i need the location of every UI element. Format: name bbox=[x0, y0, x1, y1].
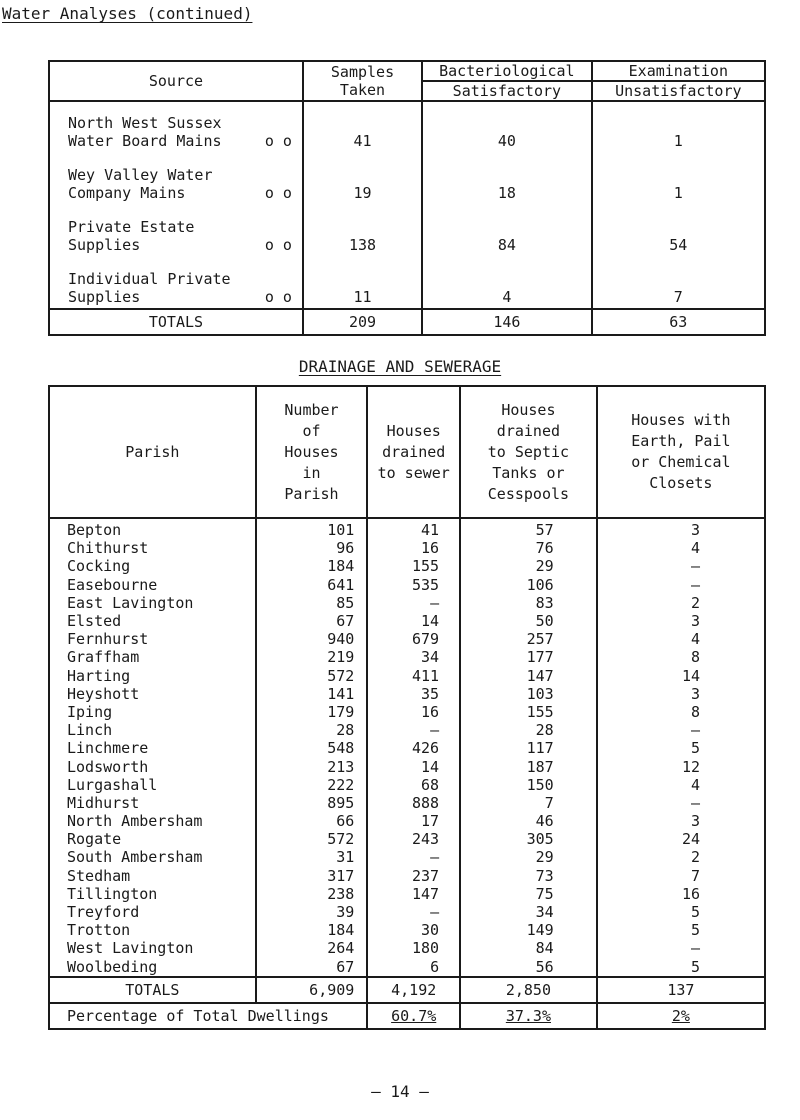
sewer-count: 147 bbox=[367, 885, 460, 903]
table-row bbox=[49, 830, 765, 848]
parish-name: Bepton bbox=[49, 518, 256, 539]
samples-taken: 41 bbox=[303, 101, 422, 152]
header-number-of-houses: Number of Houses in Parish bbox=[256, 386, 368, 518]
table-row bbox=[49, 921, 765, 939]
houses-count: 238 bbox=[256, 885, 368, 903]
table-row bbox=[49, 204, 765, 256]
parish-name: Trotton bbox=[49, 921, 256, 939]
header-unsatisfactory: Unsatisfactory bbox=[592, 81, 765, 101]
houses-count: 85 bbox=[256, 594, 368, 612]
closets-count: 5 bbox=[597, 958, 765, 977]
table-row bbox=[49, 867, 765, 885]
table-row bbox=[49, 256, 765, 309]
septic-count: 103 bbox=[460, 685, 597, 703]
percentage-closets: 2% bbox=[597, 1003, 765, 1029]
source-name: Individual Private Supplies o o bbox=[49, 256, 303, 309]
septic-count: 150 bbox=[460, 776, 597, 794]
parish-name: Lurgashall bbox=[49, 776, 256, 794]
sewer-count: 679 bbox=[367, 630, 460, 648]
houses-count: 572 bbox=[256, 667, 368, 685]
houses-count: 548 bbox=[256, 739, 368, 757]
sewer-count: 243 bbox=[367, 830, 460, 848]
closets-count: 5 bbox=[597, 921, 765, 939]
closets-count: 24 bbox=[597, 830, 765, 848]
drainage-title: DRAINAGE AND SEWERAGE bbox=[298, 357, 502, 376]
closets-count: 3 bbox=[597, 518, 765, 539]
table-row bbox=[49, 612, 765, 630]
closets-count: 5 bbox=[597, 903, 765, 921]
totals-septic: 2,850 bbox=[460, 977, 597, 1003]
septic-count: 57 bbox=[460, 518, 597, 539]
septic-count: 187 bbox=[460, 757, 597, 775]
sewer-count: 16 bbox=[367, 539, 460, 557]
parish-name: Treyford bbox=[49, 903, 256, 921]
percentage-septic: 37.3% bbox=[460, 1003, 597, 1029]
totals-houses: 6,909 bbox=[256, 977, 368, 1003]
closets-count: 3 bbox=[597, 612, 765, 630]
closets-count: — bbox=[597, 721, 765, 739]
header-parish: Parish bbox=[49, 386, 256, 518]
closets-count: — bbox=[597, 557, 765, 575]
totals-closets: 137 bbox=[597, 977, 765, 1003]
totals-satisfactory: 146 bbox=[422, 309, 592, 335]
parish-name: Linch bbox=[49, 721, 256, 739]
parish-name: Woolbeding bbox=[49, 958, 256, 977]
septic-count: 147 bbox=[460, 667, 597, 685]
houses-count: 184 bbox=[256, 557, 368, 575]
water-totals-row bbox=[49, 309, 765, 335]
septic-count: 46 bbox=[460, 812, 597, 830]
houses-count: 940 bbox=[256, 630, 368, 648]
septic-count: 177 bbox=[460, 648, 597, 666]
parish-name: West Lavington bbox=[49, 939, 256, 957]
parish-name: Fernhurst bbox=[49, 630, 256, 648]
water-analyses-table bbox=[48, 60, 766, 336]
houses-count: 101 bbox=[256, 518, 368, 539]
sewer-count: 41 bbox=[367, 518, 460, 539]
sewer-count: 535 bbox=[367, 576, 460, 594]
parish-name: Easebourne bbox=[49, 576, 256, 594]
sewer-count: — bbox=[367, 848, 460, 866]
header-examination: Examination bbox=[592, 61, 765, 81]
sewer-count: 888 bbox=[367, 794, 460, 812]
septic-count: 149 bbox=[460, 921, 597, 939]
septic-count: 34 bbox=[460, 903, 597, 921]
septic-count: 50 bbox=[460, 612, 597, 630]
houses-count: 213 bbox=[256, 757, 368, 775]
header-bacteriological: Bacteriological bbox=[422, 61, 592, 81]
sewer-count: 30 bbox=[367, 921, 460, 939]
closets-count: 2 bbox=[597, 594, 765, 612]
parish-name: Lodsworth bbox=[49, 757, 256, 775]
septic-count: 83 bbox=[460, 594, 597, 612]
sewer-count: 16 bbox=[367, 703, 460, 721]
table-row bbox=[49, 648, 765, 666]
septic-count: 29 bbox=[460, 848, 597, 866]
totals-samples: 209 bbox=[303, 309, 422, 335]
table-row bbox=[49, 667, 765, 685]
septic-count: 117 bbox=[460, 739, 597, 757]
sewer-count: 411 bbox=[367, 667, 460, 685]
houses-count: 184 bbox=[256, 921, 368, 939]
header-source: Source bbox=[49, 61, 303, 101]
table-row bbox=[49, 518, 765, 539]
table-row bbox=[49, 594, 765, 612]
header-satisfactory: Satisfactory bbox=[422, 81, 592, 101]
table-row bbox=[49, 848, 765, 866]
closets-count: 12 bbox=[597, 757, 765, 775]
totals-unsatisfactory: 63 bbox=[592, 309, 765, 335]
sewer-count: — bbox=[367, 903, 460, 921]
septic-count: 73 bbox=[460, 867, 597, 885]
closets-count: 8 bbox=[597, 703, 765, 721]
septic-count: 155 bbox=[460, 703, 597, 721]
sewer-count: 35 bbox=[367, 685, 460, 703]
sewer-count: 237 bbox=[367, 867, 460, 885]
houses-count: 67 bbox=[256, 612, 368, 630]
sewer-count: 155 bbox=[367, 557, 460, 575]
satisfactory-count: 40 bbox=[422, 101, 592, 152]
parish-name: Linchmere bbox=[49, 739, 256, 757]
houses-count: 641 bbox=[256, 576, 368, 594]
table-row bbox=[49, 703, 765, 721]
totals-label: TOTALS bbox=[49, 977, 256, 1003]
source-name: Private Estate Supplies o o bbox=[49, 204, 303, 256]
houses-count: 264 bbox=[256, 939, 368, 957]
parish-name: Heyshott bbox=[49, 685, 256, 703]
houses-count: 572 bbox=[256, 830, 368, 848]
table-row bbox=[49, 794, 765, 812]
houses-count: 28 bbox=[256, 721, 368, 739]
table-row bbox=[49, 812, 765, 830]
septic-count: 75 bbox=[460, 885, 597, 903]
unsatisfactory-count: 1 bbox=[592, 152, 765, 204]
closets-count: — bbox=[597, 794, 765, 812]
drainage-totals-row bbox=[49, 977, 765, 1003]
closets-count: 8 bbox=[597, 648, 765, 666]
houses-count: 219 bbox=[256, 648, 368, 666]
sewer-count: 14 bbox=[367, 612, 460, 630]
satisfactory-count: 4 bbox=[422, 256, 592, 309]
parish-name: Elsted bbox=[49, 612, 256, 630]
table-row bbox=[49, 152, 765, 204]
sewer-count: — bbox=[367, 721, 460, 739]
table-row bbox=[49, 721, 765, 739]
houses-count: 141 bbox=[256, 685, 368, 703]
source-name: Wey Valley Water Company Mains o o bbox=[49, 152, 303, 204]
sewer-count: 14 bbox=[367, 757, 460, 775]
closets-count: 14 bbox=[597, 667, 765, 685]
sewer-count: 17 bbox=[367, 812, 460, 830]
closets-count: 16 bbox=[597, 885, 765, 903]
parish-name: South Ambersham bbox=[49, 848, 256, 866]
drainage-sewerage-table bbox=[48, 385, 766, 1030]
parish-name: Stedham bbox=[49, 867, 256, 885]
header-septic-tanks: Houses drained to Septic Tanks or Cesspools bbox=[460, 386, 597, 518]
closets-count: 2 bbox=[597, 848, 765, 866]
sewer-count: 34 bbox=[367, 648, 460, 666]
table-row bbox=[49, 557, 765, 575]
unsatisfactory-count: 1 bbox=[592, 101, 765, 152]
closets-count: 5 bbox=[597, 739, 765, 757]
septic-count: 28 bbox=[460, 721, 597, 739]
parish-name: Cocking bbox=[49, 557, 256, 575]
table-row bbox=[49, 903, 765, 921]
parish-name: East Lavington bbox=[49, 594, 256, 612]
table-row bbox=[49, 685, 765, 703]
parish-name: Midhurst bbox=[49, 794, 256, 812]
unsatisfactory-count: 54 bbox=[592, 204, 765, 256]
table-row bbox=[49, 757, 765, 775]
houses-count: 39 bbox=[256, 903, 368, 921]
houses-count: 66 bbox=[256, 812, 368, 830]
table-row bbox=[49, 101, 765, 152]
totals-label: TOTALS bbox=[49, 309, 303, 335]
septic-count: 84 bbox=[460, 939, 597, 957]
table-row bbox=[49, 958, 765, 977]
houses-count: 222 bbox=[256, 776, 368, 794]
septic-count: 257 bbox=[460, 630, 597, 648]
samples-taken: 138 bbox=[303, 204, 422, 256]
percentage-label: Percentage of Total Dwellings bbox=[49, 1003, 367, 1029]
sewer-count: 6 bbox=[367, 958, 460, 977]
sewer-count: 426 bbox=[367, 739, 460, 757]
parish-name: Harting bbox=[49, 667, 256, 685]
sewer-count: 180 bbox=[367, 939, 460, 957]
septic-count: 305 bbox=[460, 830, 597, 848]
closets-count: 3 bbox=[597, 812, 765, 830]
parish-name: Graffham bbox=[49, 648, 256, 666]
septic-count: 29 bbox=[460, 557, 597, 575]
table-row bbox=[49, 630, 765, 648]
header-drained-to-sewer: Houses drained to sewer bbox=[367, 386, 460, 518]
closets-count: 7 bbox=[597, 867, 765, 885]
header-samples-taken: Samples Taken bbox=[303, 61, 422, 101]
table-row bbox=[49, 739, 765, 757]
unsatisfactory-count: 7 bbox=[592, 256, 765, 309]
septic-count: 7 bbox=[460, 794, 597, 812]
percentage-row bbox=[49, 1003, 765, 1029]
samples-taken: 11 bbox=[303, 256, 422, 309]
houses-count: 895 bbox=[256, 794, 368, 812]
header-earth-pail-closets: Houses with Earth, Pail or Chemical Closets bbox=[597, 386, 765, 518]
houses-count: 67 bbox=[256, 958, 368, 977]
table-row bbox=[49, 576, 765, 594]
satisfactory-count: 18 bbox=[422, 152, 592, 204]
septic-count: 56 bbox=[460, 958, 597, 977]
sewer-count: 68 bbox=[367, 776, 460, 794]
closets-count: — bbox=[597, 576, 765, 594]
houses-count: 31 bbox=[256, 848, 368, 866]
closets-count: — bbox=[597, 939, 765, 957]
page-title: Water Analyses (continued) bbox=[2, 4, 253, 23]
septic-count: 76 bbox=[460, 539, 597, 557]
table-row bbox=[49, 939, 765, 957]
closets-count: 4 bbox=[597, 539, 765, 557]
closets-count: 4 bbox=[597, 630, 765, 648]
sewer-count: — bbox=[367, 594, 460, 612]
closets-count: 3 bbox=[597, 685, 765, 703]
parish-name: Iping bbox=[49, 703, 256, 721]
houses-count: 179 bbox=[256, 703, 368, 721]
closets-count: 4 bbox=[597, 776, 765, 794]
parish-name: Chithurst bbox=[49, 539, 256, 557]
totals-sewer: 4,192 bbox=[367, 977, 460, 1003]
samples-taken: 19 bbox=[303, 152, 422, 204]
septic-count: 106 bbox=[460, 576, 597, 594]
parish-name: Tillington bbox=[49, 885, 256, 903]
houses-count: 317 bbox=[256, 867, 368, 885]
parish-name: North Ambersham bbox=[49, 812, 256, 830]
table-row bbox=[49, 885, 765, 903]
source-name: North West Sussex Water Board Mains o o bbox=[49, 101, 303, 152]
table-row bbox=[49, 539, 765, 557]
page-number: — 14 — bbox=[371, 1082, 429, 1101]
table-row bbox=[49, 776, 765, 794]
houses-count: 96 bbox=[256, 539, 368, 557]
parish-name: Rogate bbox=[49, 830, 256, 848]
percentage-sewer: 60.7% bbox=[367, 1003, 460, 1029]
satisfactory-count: 84 bbox=[422, 204, 592, 256]
